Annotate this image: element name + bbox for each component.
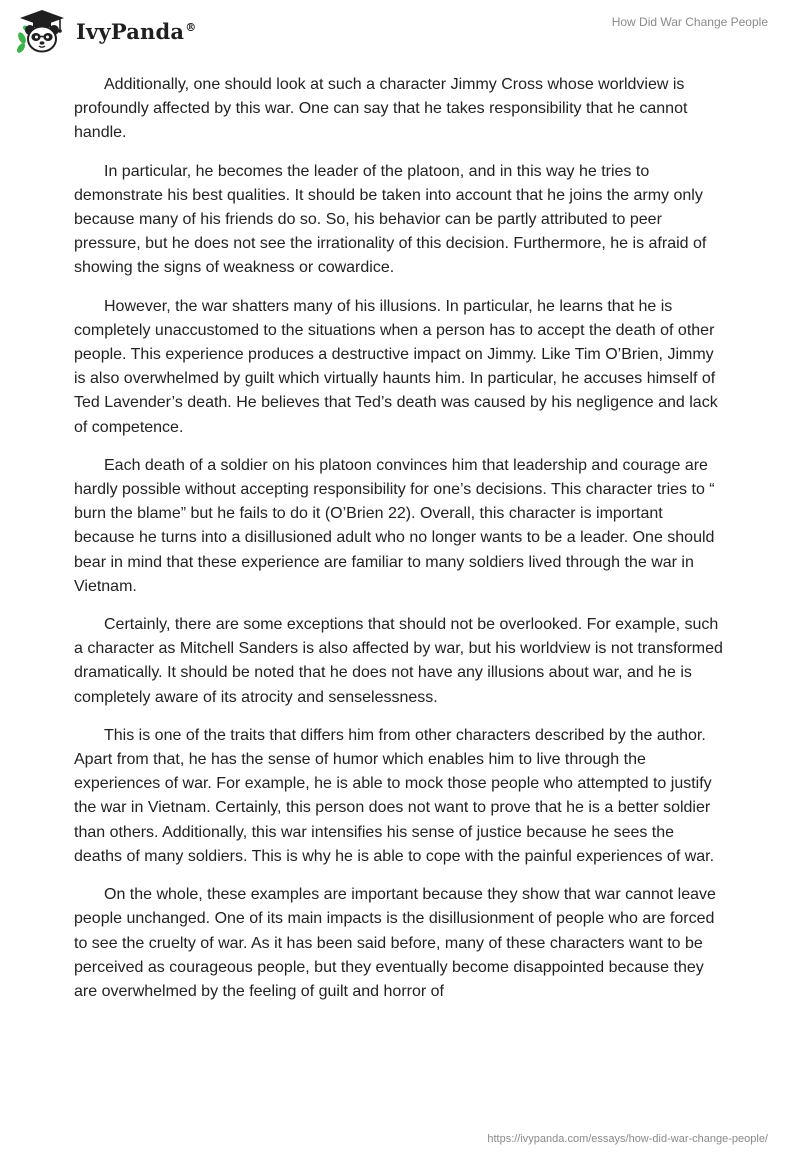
paragraph-5: Certainly, there are some exceptions that should not be overlooked. For example, such a character as Mitchell Sanders is also affected by war, but his worldview is not transformed dramatically. It should be noted that he does not have any illusions about war, and he is completely aware of its atrocity and senselessness. bbox=[74, 616, 723, 706]
ivypanda-logo[interactable] bbox=[16, 8, 196, 54]
paragraph-3: However, the war shatters many of his illusions. In particular, he learns that he is completely unaccustomed to the situations when a person has to accept the death of other people. This experience produces a destructive impact on Jimmy. Like Tim O’Brien, Jimmy is also overwhelmed by guilt which virtually haunts him. In particular, he accuses himself of Ted Lavender’s death. He believes that Ted’s death was caused by his negligence and lack of competence. bbox=[74, 297, 718, 436]
panda-graduate-icon bbox=[16, 8, 68, 54]
paragraph-2: In particular, he becomes the leader of the platoon, and in this way he tries to demonstrate his best qualities. It should be taken into account that he joins the army only because many of his friends do so. So, his behavior can be partly attributed to peer pressure, but he does not see the irrationality of this decision. Furthermore, he is afraid of showing the signs of weakness or cowardice. bbox=[74, 162, 707, 277]
paragraph-6: This is one of the traits that differs him from other characters described by the author. Apart from that, he has the sense of humor which enables him to live through the experiences of war. For example, he is able to mock those people who attempted to justify the war in Vietnam. Certainly, this person does not want to prove that he is a better soldier than others. Additionally, this war intensifies his sense of justice because he sees the deaths of many soldiers. This is why he is able to cope with the painful experiences of war. bbox=[74, 726, 715, 865]
paragraph-4: Each death of a soldier on his platoon convinces him that leadership and courage are hardly possible without accepting responsibility for one’s decisions. This character tries to “ burn the blame” but he fails to do it (O’Brien 22). Overall, this character is important because he turns into a disillusioned adult who no longer wants to be a leader. One should bear in mind that these experience are familiar to many soldiers lived through the war in Vietnam. bbox=[74, 456, 715, 595]
paragraph-1: Additionally, one should look at such a character Jimmy Cross whose worldview is profoundly affected by this war. One can say that he takes responsibility that he cannot handle. bbox=[74, 76, 688, 142]
brand-name: IvyPanda® bbox=[76, 18, 197, 44]
page-header bbox=[0, 0, 800, 60]
document-title: How Did War Change People bbox=[611, 15, 768, 29]
essay-body bbox=[74, 73, 726, 1018]
source-url[interactable]: https://ivypanda.com/essays/how-did-war-change-people/ bbox=[487, 1133, 768, 1145]
paragraph-7: On the whole, these examples are important because they show that war cannot leave people unchanged. One of its main impacts is the disillusionment of people who are forced to see the cruelty of war. As it has been said before, many of these characters want to be perceived as courageous people, but they eventually become disappointed because they are overwhelmed by the feeling of guilt and horror of bbox=[74, 886, 716, 1000]
